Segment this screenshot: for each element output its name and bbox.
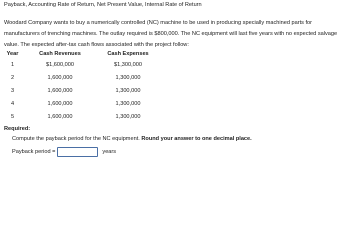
- payback-period-unit: years: [102, 148, 117, 155]
- question-text: [12, 136, 252, 143]
- cell-year: 3: [10, 88, 15, 94]
- cell-cash-expenses: $1,300,000: [114, 62, 142, 68]
- cell-cash-expenses: 1,300,000: [115, 114, 141, 120]
- cell-year: 2: [10, 75, 15, 81]
- cell-cash-revenues: 1,600,000: [47, 101, 73, 107]
- cell-year: 4: [10, 101, 15, 107]
- page-title: Payback, Accounting Rate of Return, Net Present Value, Internal Rate of Return: [4, 2, 202, 8]
- table-row: [4, 111, 157, 124]
- problem-text: Woodard Company wants to buy a numerically controlled (NC) machine to be used in producing specially machined parts for manufacturers of trenching machines. The outlay required is $800,000. The NC equipment will last five years with no expected salvage value. The expected after-tax cash flows associated with the project follow:: [4, 20, 338, 48]
- cash-flow-table: [4, 50, 157, 124]
- cell-cash-expenses: 1,300,000: [115, 88, 141, 94]
- table-row: [4, 98, 157, 111]
- cell-cash-revenues: 1,600,000: [47, 88, 73, 94]
- header-year: Year: [6, 51, 19, 57]
- table-row: [4, 72, 157, 85]
- question-rounding-instruction: Round your answer to one decimal place.: [141, 136, 252, 142]
- table-header-row: [4, 50, 157, 59]
- cell-cash-expenses: 1,300,000: [115, 75, 141, 81]
- question-main: Compute the payback period for the NC equipment.: [12, 136, 140, 142]
- cell-cash-revenues: 1,600,000: [47, 114, 73, 120]
- table-row: [4, 59, 157, 72]
- cell-year: 1: [10, 62, 15, 68]
- cell-cash-revenues: $1,600,000: [46, 62, 74, 68]
- header-cash-expenses: Cash Expenses: [107, 51, 149, 57]
- required-heading: Required:: [4, 126, 31, 132]
- table-row: [4, 85, 157, 98]
- cell-cash-expenses: 1,300,000: [115, 101, 141, 107]
- answer-row: [12, 147, 116, 157]
- cell-cash-revenues: 1,600,000: [47, 75, 73, 81]
- header-cash-revenues: Cash Revenues: [39, 51, 81, 57]
- cell-year: 5: [10, 114, 15, 120]
- payback-period-input[interactable]: [57, 147, 98, 157]
- payback-period-label: Payback period =: [12, 148, 56, 155]
